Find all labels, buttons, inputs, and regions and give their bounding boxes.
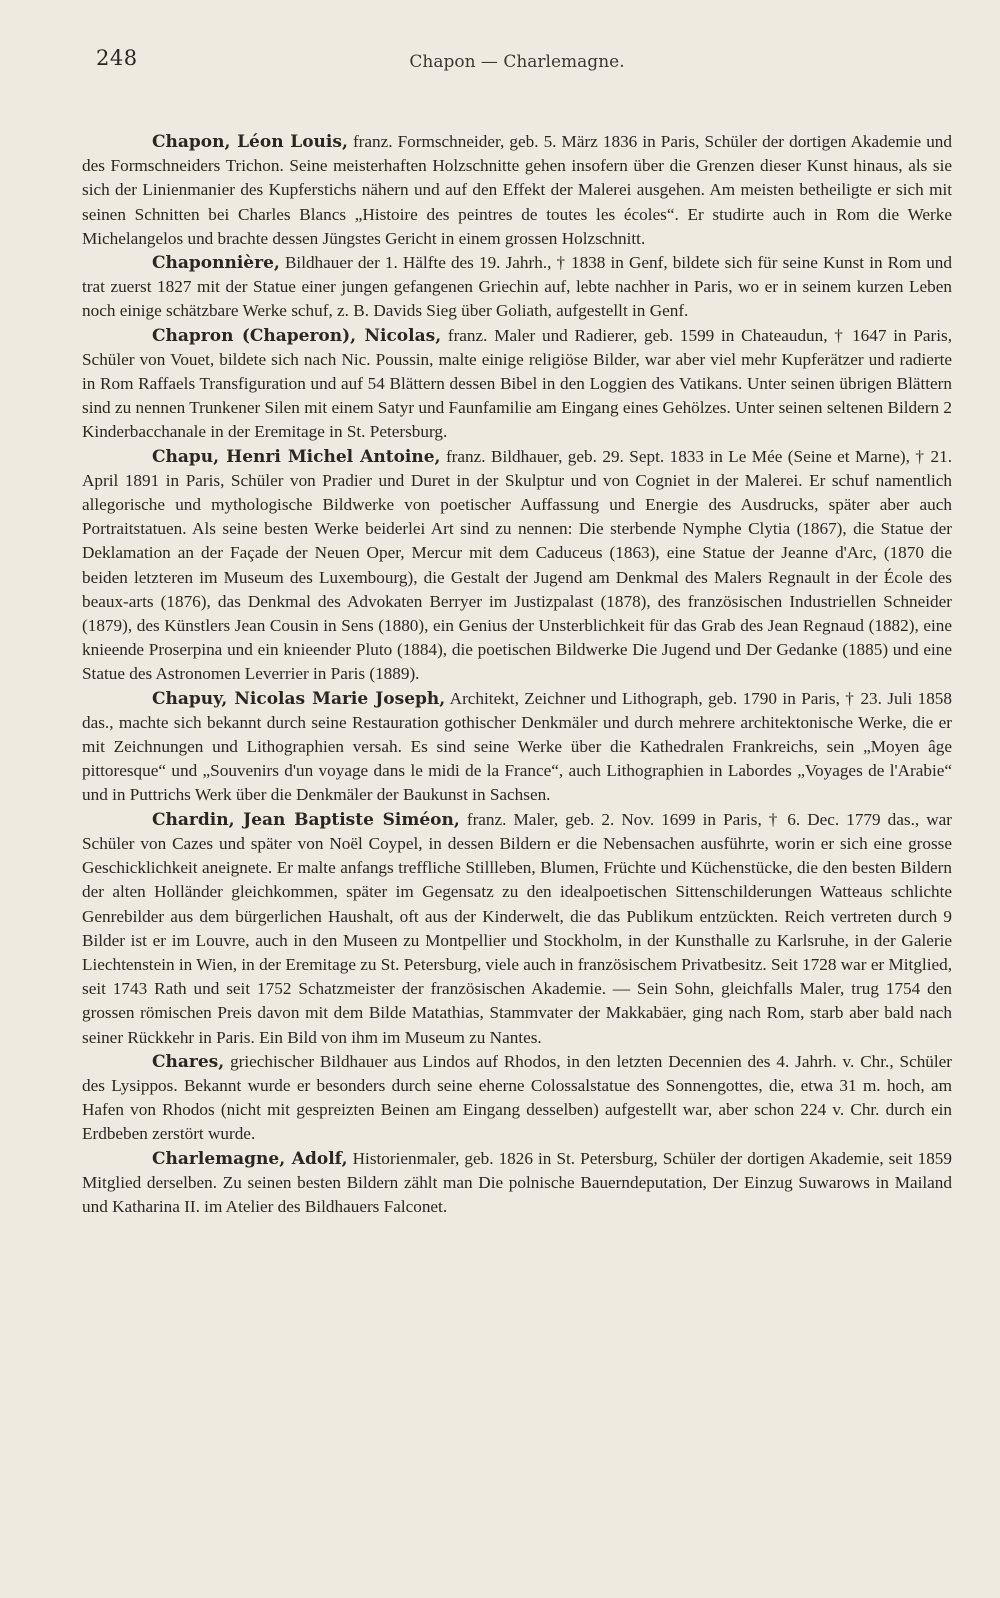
page-number: 248	[96, 46, 138, 70]
entry-chaponniere	[82, 251, 952, 324]
entry-text: franz. Formschneider, geb. 5. März 1836 in Paris, Schüler der dortigen Akademie und des Formschneiders Trichon. Seine meisterhaften Holzschnitte gehen insofern über die Grenzen dieser Kunst hinaus, als sie sich der Linienmanier des Kupferstichs nähern und auf den Effekt der Malerei ausgehen. Am meisten betheiligte er sich mit seinen Schnitten bei Charles Blancs „Histoire des peintres de toutes les écoles“. Er studirte auch in Rom die Werke Michelangelos und brachte dessen Jüngstes Gericht in einem grossen Holzschnitt.	[82, 132, 952, 248]
entry-headword: Chapu, Henri Michel Antoine,	[152, 446, 441, 467]
entry-chardin	[82, 808, 952, 1050]
entry-chares	[82, 1050, 952, 1147]
entry-chapuy	[82, 687, 952, 808]
entry-headword: Chares,	[152, 1051, 225, 1072]
entry-text: Historienmaler, geb. 1826 in St. Petersburg, Schüler der dortigen Akademie, seit 1859 Mitglied derselben. Zu seinen besten Bildern zählt man Die polnische Bauerndeputation, Der Einzug Suwarows in Mailand und Katharina II. im Atelier des Bildhauers Falconet.	[82, 1148, 952, 1216]
entry-chapu	[82, 445, 952, 687]
entry-text: Bildhauer der 1. Hälfte des 19. Jahrh., † 1838 in Genf, bildete sich für seine Kunst in Rom und trat zuerst 1827 mit der Statue einer jungen gefangenen Griechin auf, lebte nachher in Paris, wo er in seinem kurzen Leben noch einige schätzbare Werke schuf, z. B. Davids Sieg über Goliath, aufgestellt in Genf.	[82, 253, 952, 321]
entry-headword: Charlemagne, Adolf,	[152, 1148, 348, 1169]
entry-text: franz. Maler und Radierer, geb. 1599 in Chateaudun, † 1647 in Paris, Schüler von Vouet, bildete sich nach Nic. Poussin, malte einige religiöse Bilder, war aber viel mehr Kupferätzer und radierte in Rom Raffaels Transfiguration und auf 54 Blättern dessen Bibel in den Loggien des Vatikans. Unter seinen übrigen Blättern sind zu nennen Trunkener Silen mit einem Satyr und Faunfamilie am Eingang eines Gehölzes. Unter seinen seltenen Bildern 2 Kinderbacchanale in der Eremitage in St. Petersburg.	[82, 325, 952, 442]
entry-headword: Chardin, Jean Baptiste Siméon,	[152, 809, 460, 830]
entry-charlemagne	[82, 1147, 952, 1220]
entry-chapron	[82, 324, 952, 445]
entry-headword: Chapuy, Nicolas Marie Joseph,	[152, 688, 446, 709]
entry-text: franz. Maler, geb. 2. Nov. 1699 in Paris, † 6. Dec. 1779 das., war Schüler von Cazes und später von Noël Coypel, in dessen Bildern er die Nebensachen ausführte, worin er sich eine grosse Geschicklichkeit aneignete. Er malte anfangs treffliche Stillleben, Blumen, Früchte und Küchenstücke, die den besten Bildern der alten Holländer gleichkommen, später im Gegensatz zu den idealpoetischen Sittenschilderungen Watteaus schlichte Genrebilder aus dem bürgerlichen Haushalt, oft aus der Kinderwelt, die das Publikum entzückten. Reich vertreten durch 9 Bilder ist er im Louvre, auch in den Museen zu Montpellier und Stockholm, in der Kunsthalle zu Karlsruhe, in der Galerie Liechtenstein in Wien, in der Eremitage zu St. Petersburg, viele auch in französischem Privatbesitz. Seit 1728 war er Mitglied, seit 1743 Rath und seit 1752 Schatzmeister der französischen Akademie. — Sein Sohn, gleichfalls Maler, trug 1754 den grossen römischen Preis davon mit dem Bilde Matathias, Stammvater der Makkabäer, ging nach Rom, starb aber bald nach seiner Rückkehr in Paris. Ein Bild von ihm im Museum zu Nantes.	[82, 809, 953, 1047]
entry-text: griechischer Bildhauer aus Lindos auf Rhodos, in den letzten Decennien des 4. Jahrh. v. Chr., Schüler des Lysippos. Bekannt wurde er besonders durch seine eherne Colossalstatue des Sonnengottes, die, etwa 31 m. hoch, am Hafen von Rhodos (nicht mit gespreizten Beinen am Eingang desselben) aufgestellt war, aber schon 224 v. Chr. durch ein Erdbeben zerstört wurde.	[82, 1051, 953, 1144]
entry-headword: Chapon, Léon Louis,	[152, 132, 348, 152]
entry-list	[82, 130, 952, 1219]
page-header	[82, 40, 952, 90]
entry-headword: Chapron (Chaperon), Nicolas,	[152, 325, 442, 346]
entry-headword: Chaponnière,	[152, 253, 280, 274]
running-head: Chapon — Charlemagne.	[409, 52, 625, 72]
entry-chapon	[82, 130, 952, 251]
entry-text: franz. Bildhauer, geb. 29. Sept. 1833 in Le Mée (Seine et Marne), † 21. April 1891 in Paris, Schüler von Pradier und Duret in der Skulptur und von Cogniet in der Malerei. Er schuf namentlich allegorische und mythologische Bildwerke von poetischer Auffassung und Energie des Ausdrucks, später aber auch Portraitstatuen. Als seine besten Werke beiderlei Art sind zu nennen: Die sterbende Nymphe Clytia (1867), die Statue der Deklamation an der Façade der Neuen Oper, Mercur mit dem Caduceus (1863), eine Statue der Jeanne d'Arc, (1870 die beiden letzteren im Museum des Luxembourg), die Gestalt der Jugend am Denkmal des Malers Regnault in der École des beaux-arts (1876), das Denkmal des Advokaten Berryer im Justizpalast (1878), des französischen Industriellen Schneider (1879), des Künstlers Jean Cousin in Sens (1880), ein Genius der Unsterblichkeit für das Grab des Jean Regnaud (1882), eine knieende Proserpina und ein knieender Pluto (1884), die poetischen Bildwerke Die Jugend und Der Gedanke (1885) und eine Statue des Astronomen Leverrier in Paris (1889).	[82, 446, 952, 684]
entry-text: Architekt, Zeichner und Lithograph, geb. 1790 in Paris, † 23. Juli 1858 das., machte sich bekannt durch seine Restauration gothischer Denkmäler und durch mehrere architektonische Werke, die er mit Zeichnungen und Lithographien versah. Es sind seine Werke über die Kathedralen Frankreichs, sein „Moyen âge pittoresque“ und „Souvenirs d'un voyage dans le midi de la France“, auch Lithographien in Labordes „Voyages de l'Arabie“ und in Puttrichs Werk über die Denkmäler der Baukunst in Sachsen.	[82, 688, 952, 805]
